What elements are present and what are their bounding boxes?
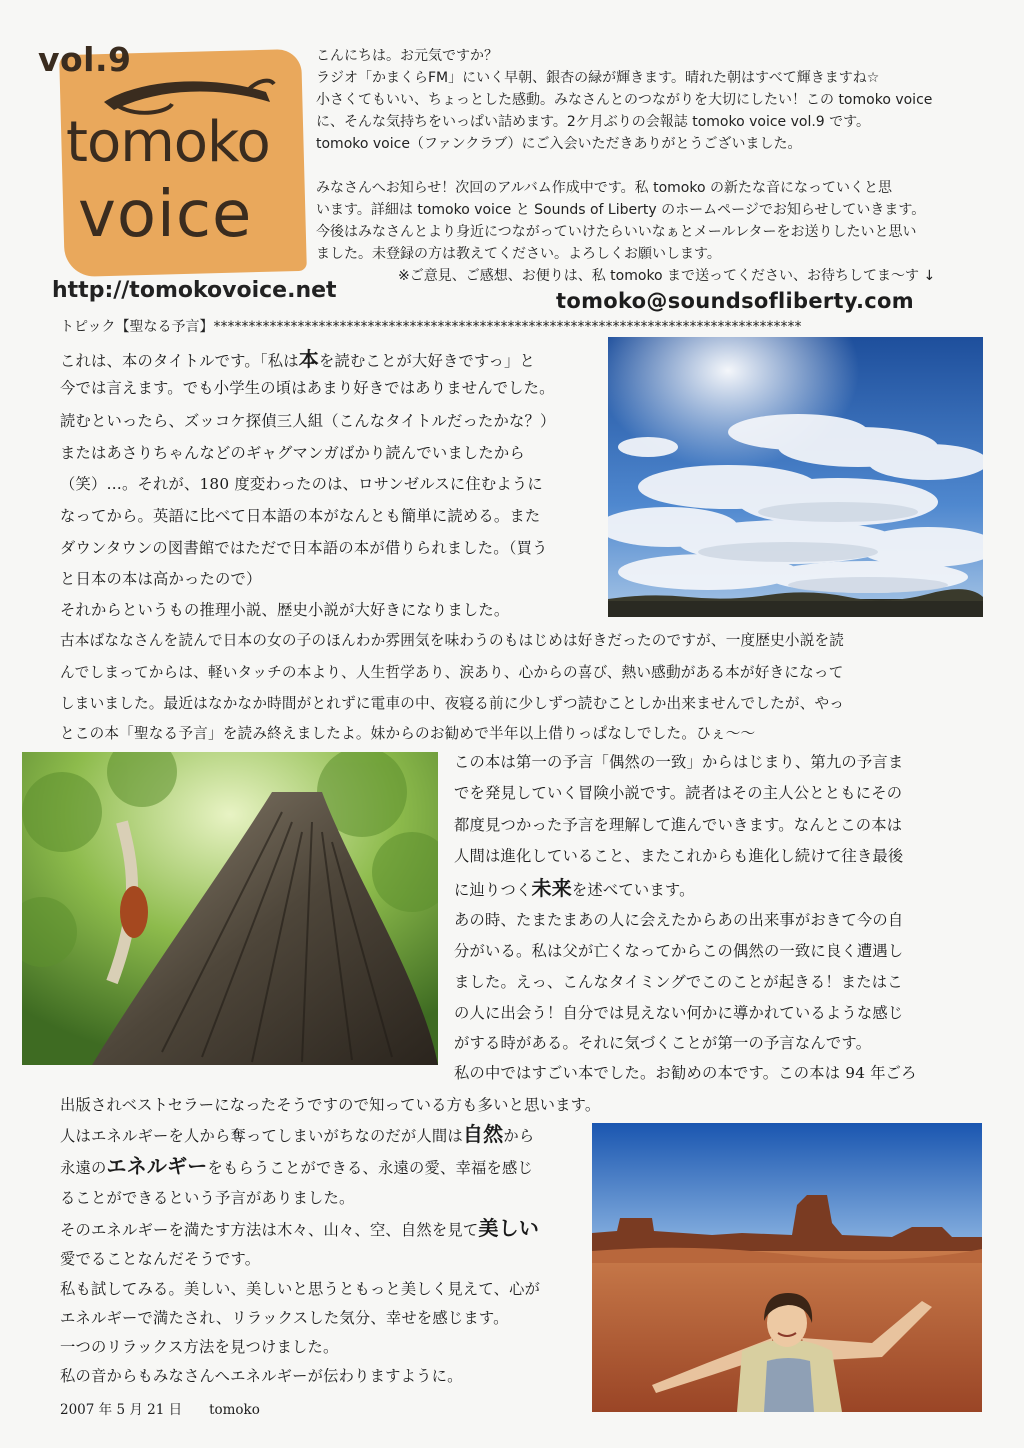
article-line: あの時、たまたまあの人に会えたからあの出来事がおきて今の自 <box>454 911 904 929</box>
logo-text-tomoko: tomoko <box>66 110 270 175</box>
topic-heading: トピック【聖なる予言】************************************************************************************ <box>60 319 802 335</box>
article-line: 愛でることなんだそうです。 <box>60 1250 261 1268</box>
article-line: がする時がある。それに気づくことが第一の予言なんです。 <box>454 1034 872 1052</box>
website-url[interactable]: http://tomokovoice.net <box>52 278 337 303</box>
article-line: 分がいる。私は父が亡くなってからこの偶然の一致に良く遭遇し <box>454 942 904 960</box>
article-line: 一つのリラックス方法を見つけました。 <box>60 1338 339 1356</box>
article-line: と日本の本は高かったので） <box>60 570 262 588</box>
intro-line: ラジオ「かまくらFM」にいく早朝、銀杏の緑が輝きます。晴れた朝はすべて輝きますね☆ <box>316 70 880 86</box>
article-line: んでしまってからは、軽いタッチの本より、人生哲学あり、涙あり、心からの喜び、熱い感動がある本が好きになって <box>60 664 844 681</box>
article-line: 私の音からもみなさんへエネルギーが伝わりますように。 <box>60 1367 463 1385</box>
notice-line: みなさんへお知らせ！次回のアルバム作成中です。私 tomoko の新たな音になっていくと思 <box>316 180 892 196</box>
tree-trunk-photo <box>22 752 438 1065</box>
intro-line: こんにちは。お元気ですか？ <box>316 48 498 64</box>
intro-line: に、そんな気持ちをいっぱい詰めます。2ケ月ぶりの会報誌 tomoko voice vol.9 です。 <box>316 114 871 130</box>
article-line: （笑）…。それが、180 度変わったのは、ロサンゼルスに住むように <box>60 475 543 493</box>
article-line: なってから。英語に比べて日本語の本がなんとも簡単に読める。また <box>60 507 541 525</box>
logo-text-voice: voice <box>78 178 253 252</box>
notice-line: 今後はみなさんとより身近につながっていけたらいいなぁとメールレターをお送りしたいと思い <box>316 224 917 240</box>
article-line: の人に出会う！自分では見えない何かに導かれているような感じ <box>454 1004 904 1022</box>
article-line: ダウンタウンの図書館ではただで日本語の本が借りられました。（買う <box>60 539 548 557</box>
article-line: 永遠のエネルギーをもらうことができる、永遠の愛、幸福を感じ <box>60 1154 533 1178</box>
desert-portrait-photo <box>592 1123 982 1412</box>
article-line: それからというもの推理小説、歴史小説が大好きになりました。 <box>60 601 510 619</box>
sky-clouds-photo <box>608 337 983 617</box>
article-line: そのエネルギーを満たす方法は木々、山々、空、自然を見て美しい <box>60 1216 540 1240</box>
intro-line: 小さくてもいい、ちょっとした感動。みなさんとのつながりを大切にしたい！この tomoko voice <box>316 92 933 108</box>
article-line: 人はエネルギーを人から奪ってしまいがちなのだが人間は自然から <box>60 1122 535 1146</box>
intro-line: tomoko voice（ファンクラブ）にご入会いただきありがとうございました。 <box>316 136 802 152</box>
article-line: ることができるという予言がありました。 <box>60 1189 355 1207</box>
article-line: 人間は進化していること、またこれからも進化し続けて往き最後 <box>454 847 904 865</box>
signature-date: 2007 年 5 月 21 日 tomoko <box>60 1402 260 1418</box>
article-line: 都度見つかった予言を理解して進んでいきます。なんとこの本は <box>454 816 903 834</box>
article-line: 古本ばななさんを読んで日本の女の子のほんわか雰囲気を味わうのもはじめは好きだったのですが、一度歴史小説を読 <box>60 632 845 649</box>
article-line: 私も試してみる。美しい、美しいと思うともっと美しく見えて、心が <box>60 1280 541 1298</box>
article-line: エネルギーで満たされ、リラックスした気分、幸せを感じます。 <box>60 1309 509 1327</box>
article-line: とこの本「聖なる予言」を読み終えましたよ。妹からのお勧めで半年以上借りっぱなしでした。ひぇ～～ <box>60 725 756 742</box>
notice-line: ました。未登録の方は教えてください。よろしくお願いします。 <box>316 246 721 262</box>
article-line: でを発見していく冒険小説です。読者はその主人公とともにその <box>454 784 903 802</box>
article-line: ました。えっ、こんなタイミングでこのことが起きる！またはこ <box>454 973 903 991</box>
notice-line: ※ご意見、ご感想、お便りは、私 tomoko まで送ってください、お待ちしてま～す ↓ <box>398 268 936 284</box>
contact-email[interactable]: tomoko@soundsofliberty.com <box>556 289 914 313</box>
article-line: 読むといったら、ズッコケ探偵三人組（こんなタイトルだったかな？） <box>60 412 556 430</box>
article-line: 今では言えます。でも小学生の頃はあまり好きではありませんでした。 <box>60 379 555 397</box>
article-line: これは、本のタイトルです。「私は本を読むことが大好きですっ」と <box>60 347 536 371</box>
article-line: しまいました。最近はなかなか時間がとれずに電車の中、夜寝る前に少しずつ読むことしか出来ませんでしたが、やっ <box>60 695 845 712</box>
article-line: またはあさりちゃんなどのギャグマンガばかり読んでいましたから <box>60 444 525 462</box>
notice-line: います。詳細は tomoko voice と Sounds of Liberty のホームページでお知らせしていきます。 <box>316 202 926 218</box>
article-line: に辿りつく未来を述べています。 <box>454 876 695 900</box>
article-line: この本は第一の予言「偶然の一致」からはじまり、第九の予言ま <box>454 753 904 771</box>
volume-label: vol.9 <box>38 40 132 79</box>
article-line: 私の中ではすごい本でした。お勧めの本です。この本は 94 年ごろ <box>454 1064 917 1082</box>
article-line: 出版されベストセラーになったそうですので知っている方も多いと思います。 <box>60 1096 601 1114</box>
